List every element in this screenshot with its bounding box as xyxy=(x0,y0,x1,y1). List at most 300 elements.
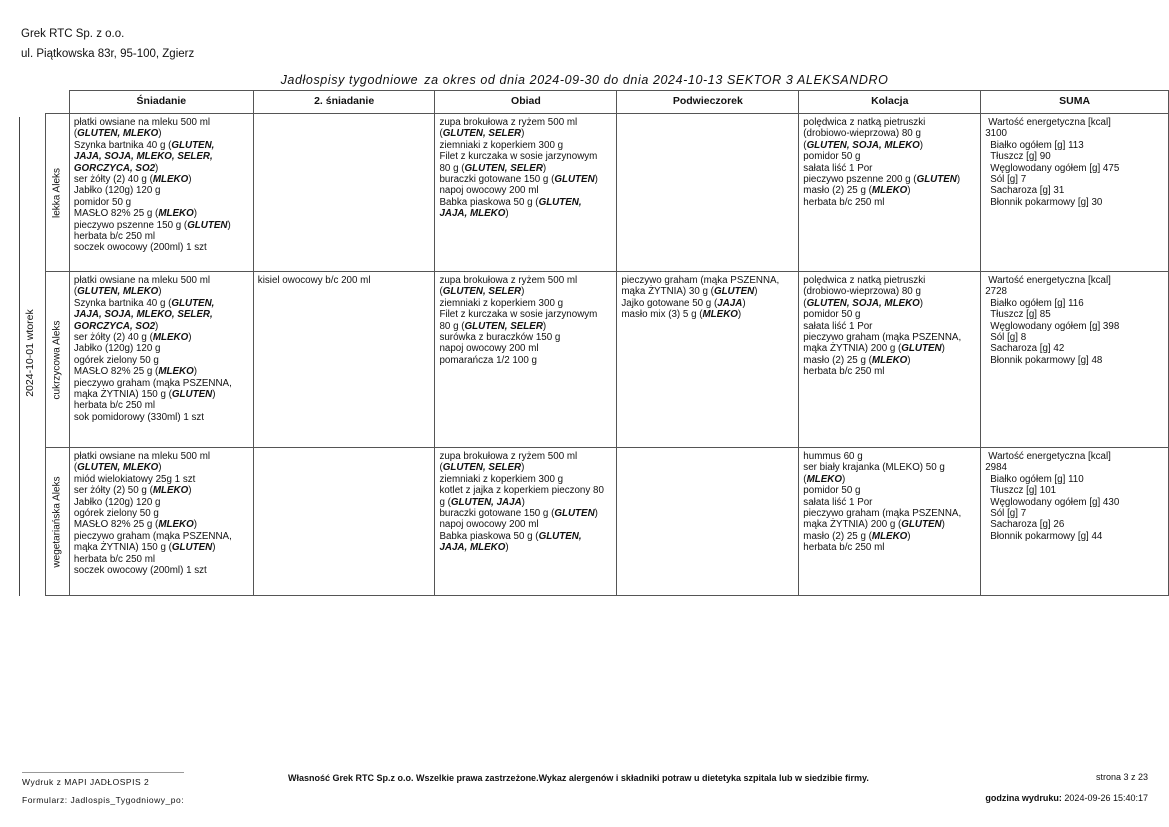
title-sector: SEKTOR 3 ALEKSANDRO xyxy=(726,73,889,87)
meal-line xyxy=(803,542,976,553)
meal-text: polędwica z natką pietruszki xyxy=(803,275,926,286)
allergen-text: MLEKO xyxy=(871,530,908,542)
meal-line xyxy=(803,298,976,309)
meal-line xyxy=(74,519,249,530)
column-header: Kolacja xyxy=(799,91,981,114)
meal-text: mąka ŻYTNIA) 150 g ( xyxy=(73,542,172,554)
allergen-text: GLUTEN, xyxy=(171,297,215,309)
meal-line xyxy=(439,355,612,366)
allergen-text: GLUTEN, SOJA, MLEKO xyxy=(806,139,920,151)
meal-text: ) xyxy=(737,309,742,321)
meal-line xyxy=(439,197,612,208)
nutrient-line: Węglowodany ogółem [g] 475 xyxy=(990,162,1120,174)
suma-cell xyxy=(981,114,1169,272)
meal-cell xyxy=(799,114,981,272)
meal-text: ) xyxy=(188,174,192,186)
meal-line xyxy=(803,474,976,485)
meal-text: mąka ŻYTNIA) 30 g ( xyxy=(621,286,714,298)
meal-text: Jabłko (120g) 120 g xyxy=(73,496,161,508)
meal-cell xyxy=(253,114,435,272)
meal-cell xyxy=(617,114,799,272)
meal-cell xyxy=(435,448,617,596)
meal-line xyxy=(803,128,976,139)
energy-label: Wartość energetyczna [kcal] xyxy=(988,117,1111,128)
meal-text: soczek owocowy (200ml) 1 szt xyxy=(73,242,207,254)
meal-line xyxy=(803,309,976,320)
meal-text: ziemniaki z koperkiem 300 g xyxy=(439,473,564,485)
meal-text: sok pomidorowy (330ml) 1 szt xyxy=(73,411,205,423)
meal-line xyxy=(74,321,249,332)
allergen-text: GLUTEN, JAJA xyxy=(450,496,522,508)
nutrient-line: Tłuszcz [g] 85 xyxy=(990,309,1051,321)
allergen-text: GLUTEN xyxy=(171,542,213,554)
meal-text: ) xyxy=(505,208,509,220)
print-time-label: godzina wydruku: xyxy=(985,793,1062,803)
meal-text: ser żółty (2) 40 g ( xyxy=(73,332,153,344)
meal-text: ) xyxy=(941,519,945,531)
meal-cell xyxy=(799,448,981,596)
meal-text: pomidor 50 g xyxy=(803,151,861,163)
meal-text: sałata liść 1 Por xyxy=(803,162,873,174)
meal-text: ser żółty (2) 50 g ( xyxy=(73,485,153,497)
meal-text: mąka ŻYTNIA) 200 g ( xyxy=(803,519,902,531)
allergen-text: GLUTEN, MLEKO xyxy=(77,462,159,474)
header-row xyxy=(46,91,1169,114)
menu-table xyxy=(45,90,1169,596)
meal-line xyxy=(439,474,612,485)
meal-line xyxy=(803,366,976,377)
meal-text: MASŁO 82% 25 g ( xyxy=(73,366,159,378)
meal-text: ) xyxy=(193,519,197,531)
footer-left xyxy=(22,772,184,809)
allergen-text: JAJA, SOJA, MLEKO, SELER, xyxy=(73,309,213,321)
suma-cell xyxy=(981,448,1169,596)
nutrient-line: Białko ogółem [g] 116 xyxy=(990,297,1084,309)
allergen-text: GLUTEN xyxy=(171,389,213,401)
meal-line xyxy=(439,185,612,196)
allergen-text: GLUTEN, SELER xyxy=(442,462,522,474)
allergen-text: MLEKO xyxy=(152,332,189,344)
diet-row xyxy=(46,114,1169,272)
nutrient-line: Błonnik pokarmowy [g] 48 xyxy=(990,354,1103,366)
energy-value: 2984 xyxy=(985,462,1007,474)
nutrient-line: Sacharoza [g] 26 xyxy=(990,519,1065,531)
meal-text: ziemniaki z koperkiem 300 g xyxy=(439,139,564,151)
meal-line xyxy=(439,508,612,519)
allergen-text: GLUTEN xyxy=(713,286,755,298)
diet-cell xyxy=(46,272,70,448)
meal-line xyxy=(439,451,612,462)
meal-text: surówka z buraczków 150 g xyxy=(439,332,561,344)
allergen-text: MLEKO xyxy=(158,519,194,531)
allergen-text: GLUTEN xyxy=(554,508,595,520)
meal-text: Jabłko (120g) 120 g xyxy=(73,185,161,197)
meal-line xyxy=(74,366,249,377)
meal-line xyxy=(258,275,431,286)
meal-text: Filet z kurczaka w sosie jarzynowym xyxy=(439,309,598,321)
meal-cell xyxy=(253,272,435,448)
meal-text: pieczywo graham (mąka PSZENNA, xyxy=(621,275,780,286)
meal-line xyxy=(74,117,249,128)
meal-text: pieczywo graham (mąka PSZENNA, xyxy=(73,530,232,542)
allergen-text: MLEKO xyxy=(152,485,189,497)
meal-text: napoj owocowy 200 ml xyxy=(439,519,539,531)
meal-text: ( xyxy=(439,286,443,298)
meal-line xyxy=(74,542,249,553)
meal-line xyxy=(74,343,249,354)
allergen-text: GLUTEN, MLEKO xyxy=(77,286,159,298)
meal-line xyxy=(803,174,976,185)
meal-cell xyxy=(799,272,981,448)
meal-text: masło (2) 25 g ( xyxy=(803,530,872,542)
nutrient-line: Tłuszcz [g] 101 xyxy=(990,485,1057,497)
meal-text: ) xyxy=(521,286,525,298)
meal-line xyxy=(803,117,976,128)
nutrient-line: Sól [g] 7 xyxy=(990,174,1027,186)
allergen-text: GLUTEN, xyxy=(538,196,582,208)
meal-text: ) xyxy=(542,320,547,332)
meal-text: ) xyxy=(212,389,216,401)
nutrient-line: Tłuszcz [g] 90 xyxy=(990,151,1051,163)
energy-value: 2728 xyxy=(985,286,1007,298)
energy-label: Wartość energetyczna [kcal] xyxy=(988,451,1111,462)
energy-value: 3100 xyxy=(985,128,1007,140)
suma-cell xyxy=(981,272,1169,448)
meal-line xyxy=(803,163,976,174)
meal-line xyxy=(74,231,249,242)
meal-cell xyxy=(69,114,253,272)
nutrient-line: Białko ogółem [g] 110 xyxy=(990,473,1084,485)
allergen-text: JAJA, SOJA, MLEKO, SELER, xyxy=(73,151,213,163)
meal-line xyxy=(439,462,612,473)
meal-text: 80 g ( xyxy=(439,162,465,174)
meal-text: ( xyxy=(439,128,443,140)
meal-cell xyxy=(253,448,435,596)
meal-text: hummus 60 g xyxy=(803,451,863,462)
meal-line xyxy=(74,355,249,366)
meal-line xyxy=(74,151,249,162)
meal-text: polędwica z natką pietruszki xyxy=(803,117,926,128)
meal-text: ) xyxy=(188,332,192,344)
meal-line xyxy=(74,412,249,423)
allergen-text: GLUTEN, xyxy=(171,139,215,151)
company-address: ul. Piątkowska 83r, 95-100, Zgierz xyxy=(21,48,195,60)
meal-line xyxy=(74,565,249,576)
meal-text: ( xyxy=(803,139,807,151)
meal-line xyxy=(803,508,976,519)
meal-text: ) xyxy=(212,542,216,554)
meal-text: herbata b/c 250 ml xyxy=(73,553,156,565)
nutrient-line: Błonnik pokarmowy [g] 44 xyxy=(990,530,1103,542)
allergen-text: GLUTEN, MLEKO xyxy=(77,128,159,140)
meal-text: pieczywo graham (mąka PSZENNA, xyxy=(803,332,962,344)
allergen-text: MLEKO xyxy=(871,185,908,197)
meal-text: ) xyxy=(941,343,945,355)
meal-line xyxy=(74,508,249,519)
allergen-text: MLEKO xyxy=(702,309,738,321)
meal-text: ) xyxy=(594,508,598,520)
day-label: 2024-10-01 wtorek xyxy=(24,309,36,397)
meal-line xyxy=(803,355,976,366)
meal-text: herbata b/c 250 ml xyxy=(803,196,885,208)
nutrient-line: Sól [g] 7 xyxy=(990,508,1027,520)
meal-text: ) xyxy=(754,286,758,298)
meal-line xyxy=(74,185,249,196)
meal-text: ) xyxy=(907,354,911,366)
allergen-text: GLUTEN, SOJA, MLEKO xyxy=(806,297,920,309)
meal-line xyxy=(74,497,249,508)
meal-text: ) xyxy=(907,185,911,197)
meal-text: ogórek zielony 50 g xyxy=(73,508,159,520)
meal-line xyxy=(74,208,249,219)
form-label: Formularz: Jadlospis_Tygodniowy_po: xyxy=(22,795,185,805)
meal-text: pomidor 50 g xyxy=(803,309,861,321)
meal-line xyxy=(439,163,612,174)
allergen-text: MLEKO xyxy=(806,473,842,485)
meal-line xyxy=(803,151,976,162)
meal-text: herbata b/c 250 ml xyxy=(803,542,885,554)
meal-line xyxy=(803,497,976,508)
meal-cell xyxy=(617,448,799,596)
meal-text: Babka piaskowa 50 g ( xyxy=(439,530,539,542)
meal-text: zupa brokułowa z ryżem 500 ml xyxy=(439,451,578,462)
meal-cell xyxy=(69,272,253,448)
meal-line xyxy=(621,309,794,320)
meal-cell xyxy=(435,114,617,272)
meal-line xyxy=(74,197,249,208)
meal-line xyxy=(439,519,612,530)
meal-line xyxy=(803,462,976,473)
meal-text: ser biały krajanka (MLEKO) 50 g xyxy=(803,462,945,474)
meal-text: ser żółty (2) 40 g ( xyxy=(73,174,153,186)
printout-label: Wydruk z MAPI JADŁOSPIS 2 xyxy=(22,772,184,791)
meal-text: ( xyxy=(803,297,807,309)
allergen-text: MLEKO xyxy=(152,174,189,186)
diet-cell xyxy=(46,448,70,596)
meal-line xyxy=(439,485,612,496)
allergen-text: GORCZYCA, SO2 xyxy=(73,320,156,332)
allergen-text: GLUTEN xyxy=(901,343,942,355)
meal-line xyxy=(803,185,976,196)
nutrient-line: Węglowodany ogółem [g] 398 xyxy=(990,320,1120,332)
meal-line xyxy=(74,275,249,286)
allergen-text: GLUTEN xyxy=(554,174,595,186)
day-divider xyxy=(19,117,20,596)
meal-cell xyxy=(617,272,799,448)
meal-line xyxy=(439,309,612,320)
meal-text: 80 g ( xyxy=(439,320,465,332)
meal-line xyxy=(439,140,612,151)
diet-row xyxy=(46,448,1169,596)
meal-cell xyxy=(435,272,617,448)
meal-text: ) xyxy=(521,496,525,508)
meal-text: herbata b/c 250 ml xyxy=(73,231,156,243)
meal-text: ) xyxy=(919,297,924,309)
meal-line xyxy=(803,286,976,297)
meal-text: Babka piaskowa 50 g ( xyxy=(439,196,539,208)
meal-text: ( xyxy=(73,128,78,140)
nutrient-line: Sacharoza [g] 31 xyxy=(990,185,1065,197)
allergen-text: GLUTEN, SELER xyxy=(442,128,522,140)
meal-text: masło (2) 25 g ( xyxy=(803,185,872,197)
meal-text: ) xyxy=(155,162,159,174)
meal-text: ( xyxy=(439,462,443,474)
title-range: za okres od dnia 2024-09-30 do dnia 2024-10-13 xyxy=(424,73,723,87)
meal-text: (drobiowo-wieprzowa) 80 g xyxy=(803,286,921,298)
meal-line xyxy=(439,208,612,219)
meal-line xyxy=(803,531,976,542)
meal-line xyxy=(439,275,612,286)
column-header: Podwieczorek xyxy=(617,91,799,114)
allergen-text: MLEKO xyxy=(158,208,194,220)
meal-text: ) xyxy=(188,485,192,497)
allergen-text: JAJA, MLEKO xyxy=(439,208,506,220)
meal-line xyxy=(803,343,976,354)
diet-row xyxy=(46,272,1169,448)
meal-line xyxy=(803,275,976,286)
meal-line xyxy=(439,531,612,542)
meal-text: ogórek zielony 50 g xyxy=(73,354,159,366)
meal-text: Szynka bartnika 40 g ( xyxy=(73,139,172,151)
company-name: Grek RTC Sp. z o.o. xyxy=(21,28,125,40)
meal-line xyxy=(74,298,249,309)
meal-line xyxy=(74,309,249,320)
meal-line xyxy=(74,389,249,400)
page-title xyxy=(0,73,1169,87)
allergen-text: GLUTEN, SELER xyxy=(464,162,543,174)
meal-line xyxy=(439,151,612,162)
allergen-text: GLUTEN xyxy=(187,219,228,231)
meal-line xyxy=(621,298,794,309)
meal-text: napoj owocowy 200 ml xyxy=(439,343,539,355)
meal-line xyxy=(74,531,249,542)
meal-text: pomidor 50 g xyxy=(803,485,861,497)
meal-text: ) xyxy=(158,128,162,140)
column-header: Śniadanie xyxy=(69,91,253,114)
meal-text: ) xyxy=(594,174,598,186)
allergen-text: GLUTEN, SELER xyxy=(464,320,543,332)
meal-text: ) xyxy=(227,219,231,231)
meal-text: sałata liść 1 Por xyxy=(803,496,873,508)
meal-text: zupa brokułowa z ryżem 500 ml xyxy=(439,275,578,286)
energy-label: Wartość energetyczna [kcal] xyxy=(988,275,1111,286)
header-corner xyxy=(46,91,70,114)
meal-text: ) xyxy=(505,542,509,554)
meal-line xyxy=(439,332,612,343)
meal-text: kotlet z jajka z koperkiem pieczony 80 xyxy=(439,485,604,497)
meal-text: ) xyxy=(841,473,846,485)
meal-cell xyxy=(69,448,253,596)
meal-text: (drobiowo-wieprzowa) 80 g xyxy=(803,128,921,140)
meal-text: buraczki gotowane 150 g ( xyxy=(439,508,555,520)
meal-text: pieczywo pszenne 150 g ( xyxy=(73,219,188,231)
meal-text: ( xyxy=(73,286,78,298)
meal-line xyxy=(439,497,612,508)
meal-line xyxy=(74,554,249,565)
meal-text: płatki owsiane na mleku 500 ml xyxy=(73,117,211,128)
meal-line xyxy=(803,197,976,208)
meal-text: ) xyxy=(919,139,924,151)
meal-text: masło mix (3) 5 g ( xyxy=(621,309,703,321)
diet-name: wegetariańska Aleks xyxy=(51,475,63,568)
meal-text: MASŁO 82% 25 g ( xyxy=(73,519,159,531)
meal-text: pieczywo graham (mąka PSZENNA, xyxy=(73,377,232,389)
meal-text: zupa brokułowa z ryżem 500 ml xyxy=(439,117,578,128)
allergen-text: GLUTEN, SELER xyxy=(442,286,522,298)
meal-text: ) xyxy=(907,530,911,542)
meal-text: ( xyxy=(803,473,807,485)
meal-text: ) xyxy=(193,208,197,220)
meal-text: ) xyxy=(521,128,525,140)
meal-text: ( xyxy=(73,462,78,474)
nutrient-line: Sól [g] 8 xyxy=(990,332,1027,344)
meal-line xyxy=(439,286,612,297)
meal-line xyxy=(803,321,976,332)
meal-line xyxy=(803,485,976,496)
meal-text: mąka ŻYTNIA) 200 g ( xyxy=(803,343,902,355)
meal-text: miód wielokiatowy 25g 1 szt xyxy=(73,473,196,485)
meal-text: herbata b/c 250 ml xyxy=(803,366,885,378)
diet-cell xyxy=(46,114,70,272)
meal-text: pomarańcza 1/2 100 g xyxy=(439,354,537,366)
company-header xyxy=(21,24,194,64)
meal-text: płatki owsiane na mleku 500 ml xyxy=(73,451,211,462)
meal-text: ) xyxy=(158,462,162,474)
meal-text: Filet z kurczaka w sosie jarzynowym xyxy=(439,151,598,163)
allergen-text: GORCZYCA, SO2 xyxy=(73,162,156,174)
meal-text: ) xyxy=(542,162,547,174)
meal-text: ) xyxy=(193,366,197,378)
meal-line xyxy=(74,462,249,473)
nutrient-line: Sacharoza [g] 42 xyxy=(990,343,1065,355)
meal-line xyxy=(74,400,249,411)
meal-line xyxy=(74,140,249,151)
meal-text: ziemniaki z koperkiem 300 g xyxy=(439,297,564,309)
nutrient-line: Węglowodany ogółem [g] 430 xyxy=(990,496,1120,508)
nutrient-line: Białko ogółem [g] 113 xyxy=(990,139,1084,151)
allergen-text: JAJA xyxy=(717,297,743,309)
meal-text: Jabłko (120g) 120 g xyxy=(73,343,161,355)
meal-text: Szynka bartnika 40 g ( xyxy=(73,297,172,309)
column-header: 2. śniadanie xyxy=(253,91,435,114)
meal-line xyxy=(74,242,249,253)
meal-line xyxy=(74,485,249,496)
meal-text: kisiel owocowy b/c 200 ml xyxy=(257,275,371,286)
meal-text: buraczki gotowane 150 g ( xyxy=(439,174,555,186)
diet-name: lekka Aleks xyxy=(51,167,63,218)
meal-text: Jajko gotowane 50 g ( xyxy=(621,297,718,309)
meal-text: ) xyxy=(956,174,961,186)
meal-text: ) xyxy=(521,462,525,474)
meal-text: sałata liść 1 Por xyxy=(803,320,873,332)
meal-text: ) xyxy=(742,297,746,309)
diet-name: cukrzycowa Aleks xyxy=(51,320,63,399)
meal-line xyxy=(439,174,612,185)
allergen-text: MLEKO xyxy=(871,354,908,366)
meal-text: soczek owocowy (200ml) 1 szt xyxy=(73,565,207,577)
meal-text: masło (2) 25 g ( xyxy=(803,354,872,366)
column-header: Obiad xyxy=(435,91,617,114)
meal-line xyxy=(74,174,249,185)
meal-line xyxy=(439,117,612,128)
meal-line xyxy=(74,163,249,174)
allergen-text: GLUTEN, xyxy=(538,530,582,542)
meal-text: pieczywo graham (mąka PSZENNA, xyxy=(803,508,962,520)
allergen-text: GLUTEN xyxy=(901,519,942,531)
meal-text: g ( xyxy=(439,496,451,508)
ownership-notice: Własność Grek RTC Sp.z o.o. Wszelkie prawa zastrzeżone.Wykaz alergenów i składniki potraw u dietetyka szpitala lub w siedzibie firmy. xyxy=(288,773,869,783)
page-number: strona 3 z 23 xyxy=(1095,772,1148,782)
